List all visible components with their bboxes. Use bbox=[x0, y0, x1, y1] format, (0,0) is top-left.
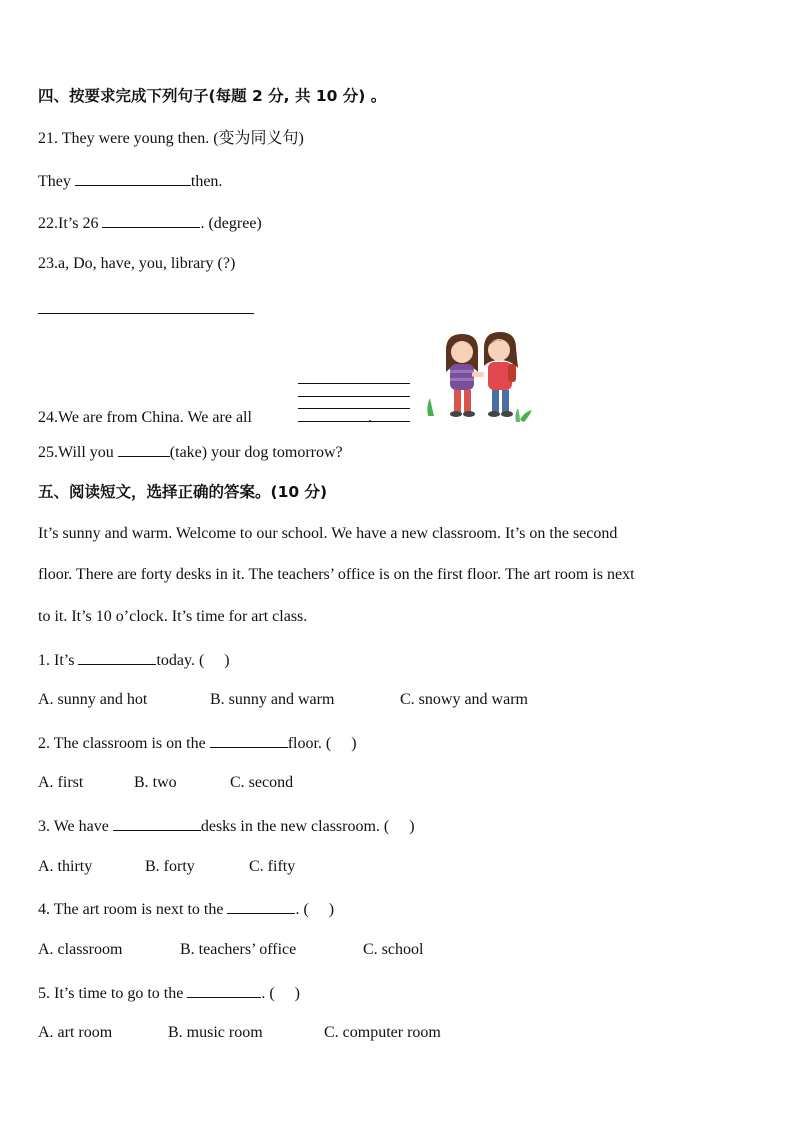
girl-left-figure bbox=[446, 334, 484, 417]
question-text: ) bbox=[294, 985, 300, 1002]
question-25-suffix: (take) your dog tomorrow? bbox=[169, 444, 343, 461]
question-text: desks in the new classroom. ( bbox=[200, 818, 390, 835]
question-22 bbox=[38, 212, 262, 234]
section-five-heading: 五、阅读短文，选择正确的答案。(10 分) bbox=[38, 483, 328, 501]
two-girls-illustration bbox=[420, 328, 540, 428]
question-21-answer-line bbox=[38, 170, 222, 192]
option-c[interactable]: C. school bbox=[363, 941, 424, 958]
option-c[interactable]: C. computer room bbox=[324, 1024, 441, 1041]
option-b[interactable]: B. music room bbox=[168, 1024, 263, 1041]
answer-blank[interactable] bbox=[210, 732, 288, 748]
question-text: 2. The classroom is on the bbox=[38, 735, 210, 752]
question-21-answer-suffix: then. bbox=[190, 173, 223, 190]
reading-options-5 bbox=[38, 1023, 441, 1043]
option-c[interactable]: C. fifty bbox=[249, 858, 296, 875]
option-b[interactable]: B. two bbox=[134, 774, 177, 791]
option-a[interactable]: A. first bbox=[38, 774, 84, 791]
question-21-answer-prefix: They bbox=[38, 173, 75, 190]
passage-line: floor. There are forty desks in it. The teachers’ office is on the first floor. The art room is next bbox=[38, 566, 635, 583]
question-text: ) bbox=[409, 818, 415, 835]
question-text: 5. It’s time to go to the bbox=[38, 985, 188, 1002]
grass-icon bbox=[515, 408, 520, 422]
question-25 bbox=[38, 441, 343, 463]
question-21: 21. They were young then. (变为同义句) bbox=[38, 130, 304, 147]
reading-options-4 bbox=[38, 940, 423, 960]
question-text: 1. It’s bbox=[38, 652, 79, 669]
option-a[interactable]: A. art room bbox=[38, 1024, 113, 1041]
option-a[interactable]: A. thirty bbox=[38, 858, 93, 875]
answer-blank[interactable] bbox=[187, 982, 261, 998]
question-22-suffix: . (degree) bbox=[200, 215, 262, 232]
passage-line: to it. It’s 10 o’clock. It’s time for art class. bbox=[38, 608, 308, 625]
option-b[interactable]: B. sunny and warm bbox=[210, 691, 335, 708]
question-text: . ( bbox=[261, 985, 275, 1002]
question-23-answer-rule[interactable] bbox=[38, 313, 254, 314]
reading-question-5 bbox=[38, 982, 300, 1004]
question-24-suffix: . bbox=[367, 409, 372, 426]
reading-question-4 bbox=[38, 898, 334, 920]
girl-right-figure bbox=[484, 332, 518, 417]
answer-blank[interactable] bbox=[113, 815, 201, 831]
option-c[interactable]: C. snowy and warm bbox=[400, 691, 528, 708]
reading-question-1 bbox=[38, 649, 230, 671]
reading-options-2 bbox=[38, 773, 293, 793]
reading-question-2 bbox=[38, 732, 357, 754]
option-a[interactable]: A. sunny and hot bbox=[38, 691, 148, 708]
question-22-prefix: 22.It’s 26 bbox=[38, 215, 103, 232]
grass-icon bbox=[427, 398, 434, 416]
question-text: 4. The art room is next to the bbox=[38, 901, 228, 918]
question-21-blank[interactable] bbox=[75, 170, 191, 186]
reading-options-3 bbox=[38, 857, 295, 877]
question-text: ) bbox=[224, 652, 230, 669]
question-25-prefix: 25.Will you bbox=[38, 444, 118, 461]
question-24-rule[interactable] bbox=[298, 396, 410, 397]
question-24 bbox=[38, 408, 372, 428]
question-24-rule[interactable] bbox=[298, 383, 410, 384]
question-22-blank[interactable] bbox=[102, 212, 200, 228]
option-b[interactable]: B. forty bbox=[145, 858, 195, 875]
question-24-prefix: 24.We are from China. We are all bbox=[38, 409, 256, 426]
option-b[interactable]: B. teachers’ office bbox=[180, 941, 297, 958]
question-text: floor. ( bbox=[287, 735, 332, 752]
question-text: ) bbox=[328, 901, 335, 918]
question-text: today. ( bbox=[156, 652, 205, 669]
section-four-heading: 四、按要求完成下列句子(每题 2 分, 共 10 分) 。 bbox=[38, 87, 387, 105]
grass-icon bbox=[520, 410, 532, 422]
question-text: ) bbox=[351, 735, 357, 752]
reading-question-3 bbox=[38, 815, 415, 837]
question-text: . ( bbox=[295, 901, 309, 918]
option-a[interactable]: A. classroom bbox=[38, 941, 123, 958]
question-23: 23.a, Do, have, you, library (?) bbox=[38, 255, 236, 272]
option-c[interactable]: C. second bbox=[230, 774, 294, 791]
answer-blank[interactable] bbox=[227, 898, 295, 914]
question-25-blank[interactable] bbox=[118, 441, 170, 457]
answer-blank[interactable] bbox=[78, 649, 156, 665]
question-text: 3. We have bbox=[38, 818, 113, 835]
passage-line: It’s sunny and warm. Welcome to our school. We have a new classroom. It’s on the second bbox=[38, 525, 618, 542]
reading-options-1 bbox=[38, 690, 528, 710]
